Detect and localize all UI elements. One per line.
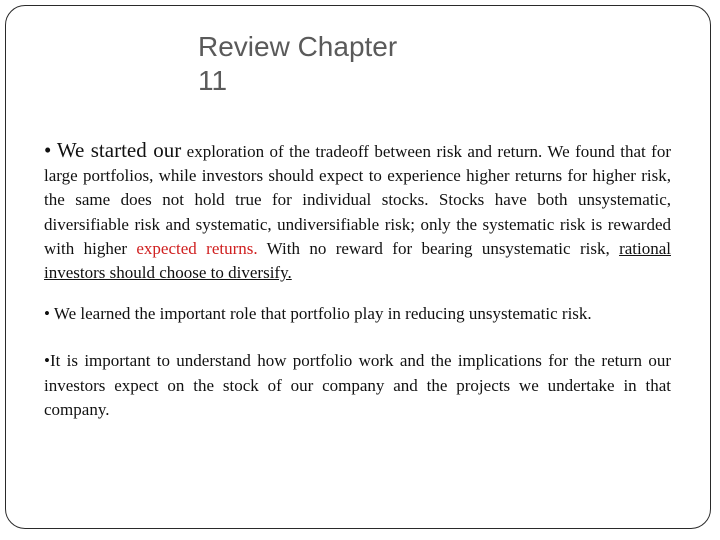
bullet-item-2 — [44, 302, 671, 326]
bullet-text: With no reward for bearing unsystematic risk, — [257, 238, 620, 258]
bullet-marker: • — [44, 351, 50, 371]
bullet-list — [44, 138, 671, 422]
slide-title-line-1: Review Chapter — [198, 31, 398, 62]
highlight-text: expected returns. — [136, 238, 258, 258]
slide-title — [198, 30, 458, 98]
slide-title-line-2: 11 — [198, 65, 228, 96]
bullet-text: exploration of the tradeoff between risk and return. We found that for large portfolios, while investors should expect to experience higher returns for higher risk, the same does not hold true for individual stocks. Stocks have both unsystematic, diversifiable risk and systematic, undiversifiable risk; only the systematic risk is rewarded with higher — [44, 142, 671, 258]
underlined-text: rational investors should choose to diversify. — [44, 238, 671, 283]
bullet-item-3 — [44, 349, 671, 422]
bullet-item-1 — [44, 138, 671, 285]
bullet-text: We learned the important role that portfolio play in reducing unsystematic risk. — [49, 304, 592, 324]
bullet-marker: • — [44, 138, 52, 162]
bullet-lead-text: We started our — [56, 138, 182, 162]
bullet-text: It is important to understand how portfolio work and the implications for the return our investors expect on the stock of our company and the projects we undertake in that company. — [44, 351, 671, 419]
bullet-marker: • — [44, 304, 50, 324]
